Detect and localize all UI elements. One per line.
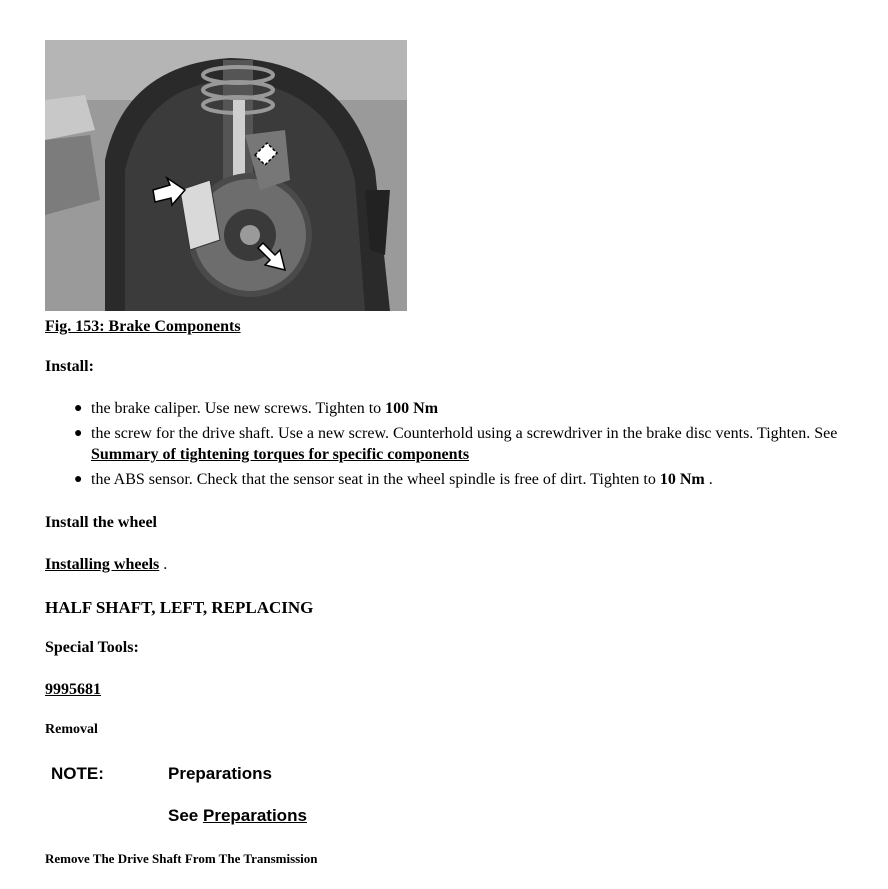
tool-9995681-link[interactable]: 9995681 [45, 681, 101, 698]
torque-value: 10 Nm [659, 471, 705, 488]
section-title: HALF SHAFT, LEFT, REPLACING [45, 598, 314, 617]
link-suffix: . [159, 556, 168, 573]
tightening-torques-link[interactable]: Summary of tightening torques for specific components [91, 446, 470, 463]
install-heading: Install: [45, 358, 94, 375]
note-label: NOTE: [51, 764, 104, 783]
bullet-icon: ● [74, 426, 83, 441]
tool-number-link [45, 681, 101, 699]
bullet-icon: ● [74, 401, 83, 416]
removal-heading: Removal [45, 722, 98, 737]
next-step-heading: Remove The Drive Shaft From The Transmission [45, 851, 318, 866]
brake-assembly-photo-icon [45, 40, 407, 311]
note-see-line [168, 806, 307, 826]
bullet-icon: ● [74, 472, 83, 487]
brake-components-figure [45, 40, 407, 311]
preparations-link[interactable]: Preparations [202, 806, 307, 825]
installing-wheels-line [45, 556, 167, 574]
step-text: the ABS sensor. Check that the sensor seat in the wheel spindle is free of dirt. Tighten to [91, 471, 660, 488]
special-tools-heading: Special Tools: [45, 639, 139, 656]
step-suffix: . [704, 471, 713, 488]
step-text: the brake caliper. Use new screws. Tighten to [91, 400, 386, 417]
torque-value: 100 Nm [385, 400, 439, 417]
note-preparations: Preparations [168, 764, 272, 783]
list-item [45, 398, 865, 419]
see-prefix: See [168, 806, 203, 825]
list-item [45, 469, 865, 490]
step-text: the screw for the drive shaft. Use a new screw. Counterhold using a screwdriver in the brake disc vents. Tighten. See [91, 425, 838, 442]
figure-caption[interactable]: Fig. 153: Brake Components [45, 318, 241, 335]
installing-wheels-link[interactable]: Installing wheels [45, 556, 160, 573]
install-wheel-heading: Install the wheel [45, 514, 157, 531]
list-item [45, 423, 865, 465]
install-steps-list [45, 398, 865, 494]
